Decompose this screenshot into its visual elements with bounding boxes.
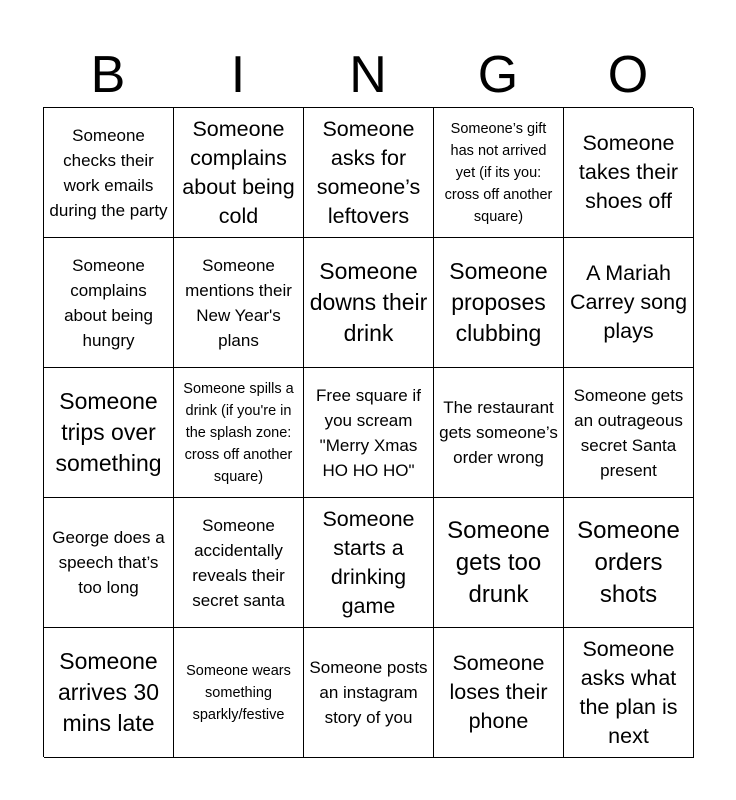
- bingo-cell[interactable]: [304, 628, 434, 758]
- bingo-cell[interactable]: [304, 108, 434, 238]
- bingo-cell-text: Someone accidentally reveals their secret santa: [192, 515, 285, 610]
- bingo-cell[interactable]: [44, 368, 174, 498]
- bingo-cell[interactable]: [44, 498, 174, 628]
- bingo-grid: [43, 107, 693, 757]
- header-letter-g: G: [477, 46, 519, 104]
- bingo-cell-text: Someone loses their phone: [449, 651, 548, 733]
- bingo-cell[interactable]: [174, 368, 304, 498]
- bingo-cell-text: Someone downs their drink: [309, 258, 428, 346]
- header-letter-o: O: [607, 46, 649, 104]
- header-letter-b: B: [90, 46, 126, 104]
- bingo-cell[interactable]: [434, 628, 564, 758]
- bingo-cell[interactable]: [174, 498, 304, 628]
- bingo-cell-text: Someone mentions their New Year's plans: [185, 255, 292, 350]
- bingo-cell-text: Someone orders shots: [577, 516, 680, 608]
- bingo-cell[interactable]: [304, 238, 434, 368]
- bingo-cell-text: Someone proposes clubbing: [449, 258, 548, 346]
- bingo-cell-text: Someone posts an instagram story of you: [309, 658, 428, 727]
- bingo-cell[interactable]: [564, 628, 694, 758]
- bingo-cell-text: The restaurant gets someone’s order wrong: [439, 398, 558, 467]
- bingo-cell[interactable]: [44, 628, 174, 758]
- bingo-cell-text: Someone complains about being hungry: [64, 255, 153, 350]
- bingo-cell-text: Someone trips over something: [55, 388, 162, 476]
- bingo-cell-text: Someone wears something sparkly/festive: [186, 662, 291, 723]
- bingo-cell-text: Someone asks for someone’s leftovers: [316, 116, 421, 228]
- bingo-cell[interactable]: [564, 238, 694, 368]
- bingo-cell[interactable]: [434, 238, 564, 368]
- bingo-cell-text: Someone checks their work emails during the party: [49, 125, 168, 220]
- bingo-cell-text: Someone asks what the plan is next: [579, 636, 678, 748]
- bingo-cell[interactable]: [564, 368, 694, 498]
- bingo-cell[interactable]: [174, 628, 304, 758]
- bingo-cell[interactable]: [44, 108, 174, 238]
- bingo-cell-text: Someone starts a drinking game: [322, 506, 415, 618]
- header-letter-i: I: [230, 46, 246, 104]
- bingo-cell[interactable]: [434, 498, 564, 628]
- bingo-cell[interactable]: [434, 368, 564, 498]
- bingo-cell[interactable]: [174, 238, 304, 368]
- bingo-cell[interactable]: [174, 108, 304, 238]
- bingo-cell-text: A Mariah Carrey song plays: [569, 261, 688, 343]
- bingo-cell[interactable]: [564, 498, 694, 628]
- bingo-header: [43, 44, 693, 106]
- bingo-cell-text: Someone’s gift has not arrived yet (if its you: cross off another square): [444, 120, 553, 225]
- bingo-cell-text: George does a speech that’s too long: [52, 528, 165, 597]
- bingo-cell-text: Someone gets an outrageous secret Santa present: [573, 385, 684, 480]
- bingo-cell-text: Someone takes their shoes off: [578, 131, 679, 213]
- bingo-cell[interactable]: [304, 368, 434, 498]
- bingo-cell-text: Someone arrives 30 mins late: [58, 648, 159, 736]
- bingo-cell[interactable]: [304, 498, 434, 628]
- bingo-cell-text: Free square if you scream "Merry Xmas HO HO HO": [316, 385, 421, 480]
- bingo-cell-text: Someone spills a drink (if you're in the splash zone: cross off another square): [183, 380, 294, 485]
- bingo-cell[interactable]: [434, 108, 564, 238]
- bingo-cell[interactable]: [564, 108, 694, 238]
- bingo-cell[interactable]: [44, 238, 174, 368]
- header-letter-n: N: [349, 46, 387, 104]
- bingo-cell-text: Someone gets too drunk: [447, 516, 550, 608]
- bingo-cell-text: Someone complains about being cold: [182, 116, 295, 228]
